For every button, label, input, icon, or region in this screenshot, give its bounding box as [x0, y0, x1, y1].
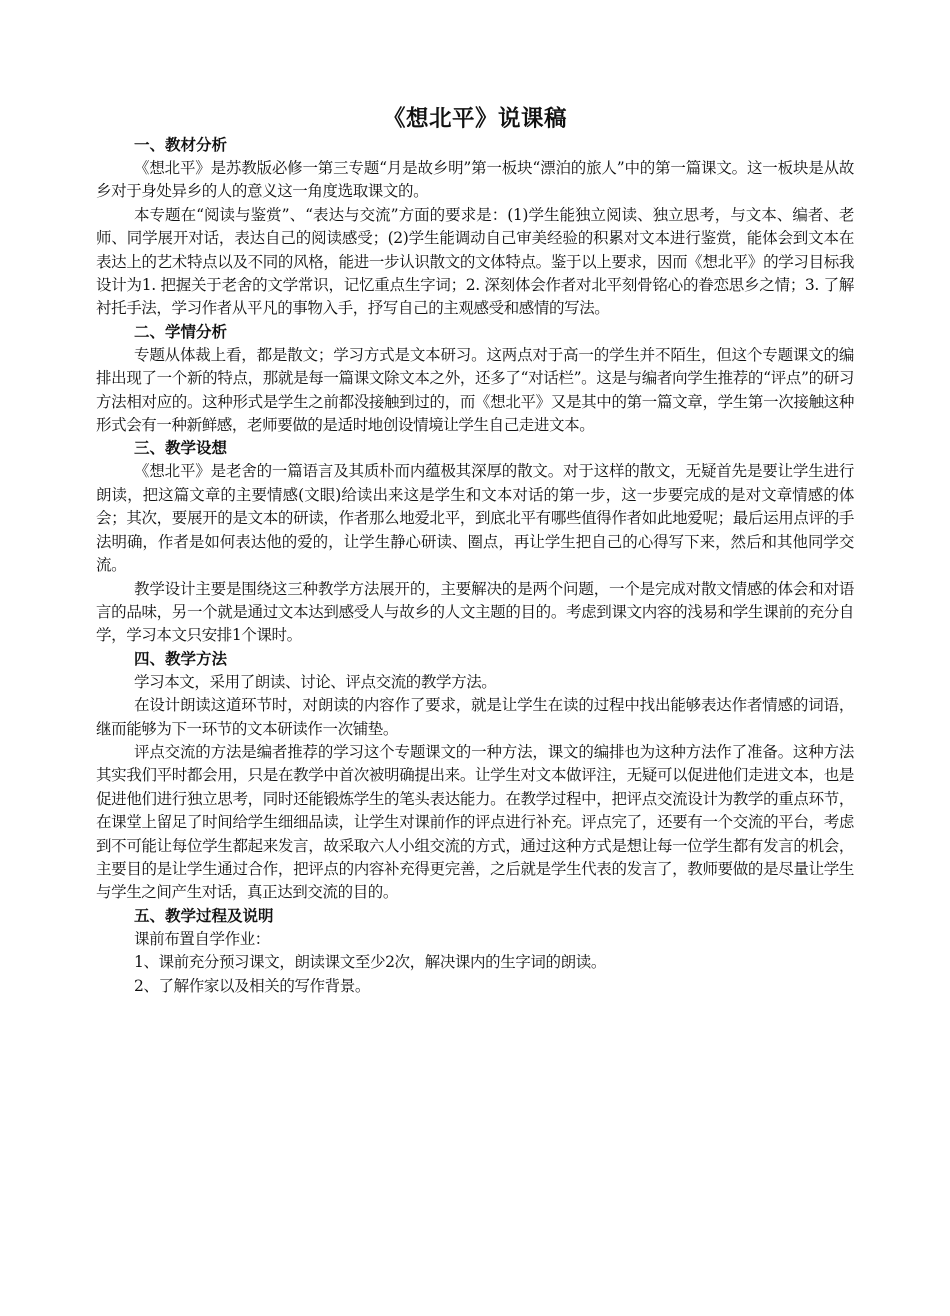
- section-textbook-analysis: [96, 134, 854, 321]
- paragraph: 学习本文，采用了朗读、讨论、评点交流的教学方法。: [134, 672, 497, 691]
- section-teaching-methods: [96, 648, 854, 905]
- paragraph: 教学设计主要是围绕这三种教学方法展开的，主要解决的是两个问题，一个是完成对散文情感的体会和对语言的品味，另一个就是通过文本达到感受人与故乡的人文主题的目的。考虑到课文内容的浅易和学生课前的充分自学，学习本文只安排1个课时。: [96, 579, 854, 645]
- section-learner-analysis: [96, 321, 854, 438]
- paragraph: 《想北平》是苏教版必修一第三专题“月是故乡明”第一板块“漂泊的旅人”中的第一篇课文。这一板块是从故乡对于身处异乡的人的意义这一角度选取课文的。: [96, 159, 854, 201]
- section-heading: 五、教学过程及说明: [134, 906, 274, 925]
- section-teaching-concept: [96, 437, 854, 647]
- document-page: [96, 104, 854, 998]
- section-heading: 一、教材分析: [134, 136, 228, 154]
- paragraph: 专题从体裁上看，都是散文；学习方式是文本研习。这两点对于高一的学生并不陌生，但这个专题课文的编排出现了一个新的特点，那就是每一篇课文除文本之外，还多了“对话栏”。这是与编者向学生推荐的“评点”的研习方法相对应的。这种形式是学生之前都没接触到过的，而《想北平》又是其中的第一篇文章，学生第一次接触这种形式会有一种新鲜感，老师要做的是适时地创设情境让学生自己走进文本。: [96, 345, 854, 435]
- paragraph: 在设计朗读这道环节时，对朗读的内容作了要求，就是让学生在读的过程中找出能够表达作者情感的词语，继而能够为下一环节的文本研读作一次铺垫。: [96, 696, 854, 738]
- paragraph: 课前布置自学作业：: [134, 929, 270, 948]
- section-heading: 三、教学设想: [134, 439, 228, 458]
- paragraph: 2、了解作家以及相关的写作背景。: [134, 976, 370, 995]
- document-title: 《想北平》说课稿: [382, 106, 567, 132]
- paragraph: 《想北平》是老舍的一篇语言及其质朴而内蕴极其深厚的散文。对于这样的散文，无疑首先是要让学生进行朗读，把这篇文章的主要情感(文眼)给读出来这是学生和文本对话的第一步，这一步要完成的是对文章情感的体会；其次，要展开的是文本的研读，作者那么地爱北平，到底北平有哪些值得作者如此地爱呢；最后运用点评的手法明确，作者是如何表达他的爱的，让学生静心研读、圈点，再让学生把自己的心得写下来，然后和其他同学交流。: [96, 462, 854, 575]
- section-heading: 二、学情分析: [134, 322, 228, 341]
- paragraph: 1、课前充分预习课文，朗读课文至少2次，解决课内的生字词的朗读。: [134, 953, 606, 972]
- paragraph: 本专题在“阅读与鉴赏”、“表达与交流”方面的要求是：(1)学生能独立阅读、独立思考，与文本、编者、老师、同学展开对话，表达自己的阅读感受；(2)学生能调动自己审美经验的积累对文本进行鉴赏，能体会到文本在表达上的艺术特点以及不同的风格，能进一步认识散文的文体特点。鉴于以上要求，因而《想北平》的学习目标我设计为1. 把握关于老舍的文学常识，记忆重点生字词；2. 深刻体会作者对北平刻骨铭心的眷恋思乡之情；3. 了解衬托手法，学习作者从平凡的事物入手，抒写自己的主观感受和感情的写法。: [96, 205, 854, 318]
- section-teaching-process: [96, 905, 854, 998]
- paragraph: 评点交流的方法是编者推荐的学习这个专题课文的一种方法，课文的编排也为这种方法作了准备。这种方法其实我们平时都会用，只是在教学中首次被明确提出来。让学生对文本做评注，无疑可以促进他们走进文本，也是促进他们进行独立思考，同时还能锻炼学生的笔头表达能力。在教学过程中，把评点交流设计为教学的重点环节，在课堂上留足了时间给学生细细品读，让学生对课前作的评点进行补充。评点完了，还要有一个交流的平台，考虑到不可能让每位学生都起来发言，故采取六人小组交流的方式，通过这种方式是想让每一位学生都有发言的机会，主要目的是让学生通过合作，把评点的内容补充得更完善，之后就是学生代表的发言了，教师要做的是尽量让学生与学生之间产生对话，真正达到交流的目的。: [96, 742, 854, 902]
- section-heading: 四、教学方法: [134, 649, 228, 668]
